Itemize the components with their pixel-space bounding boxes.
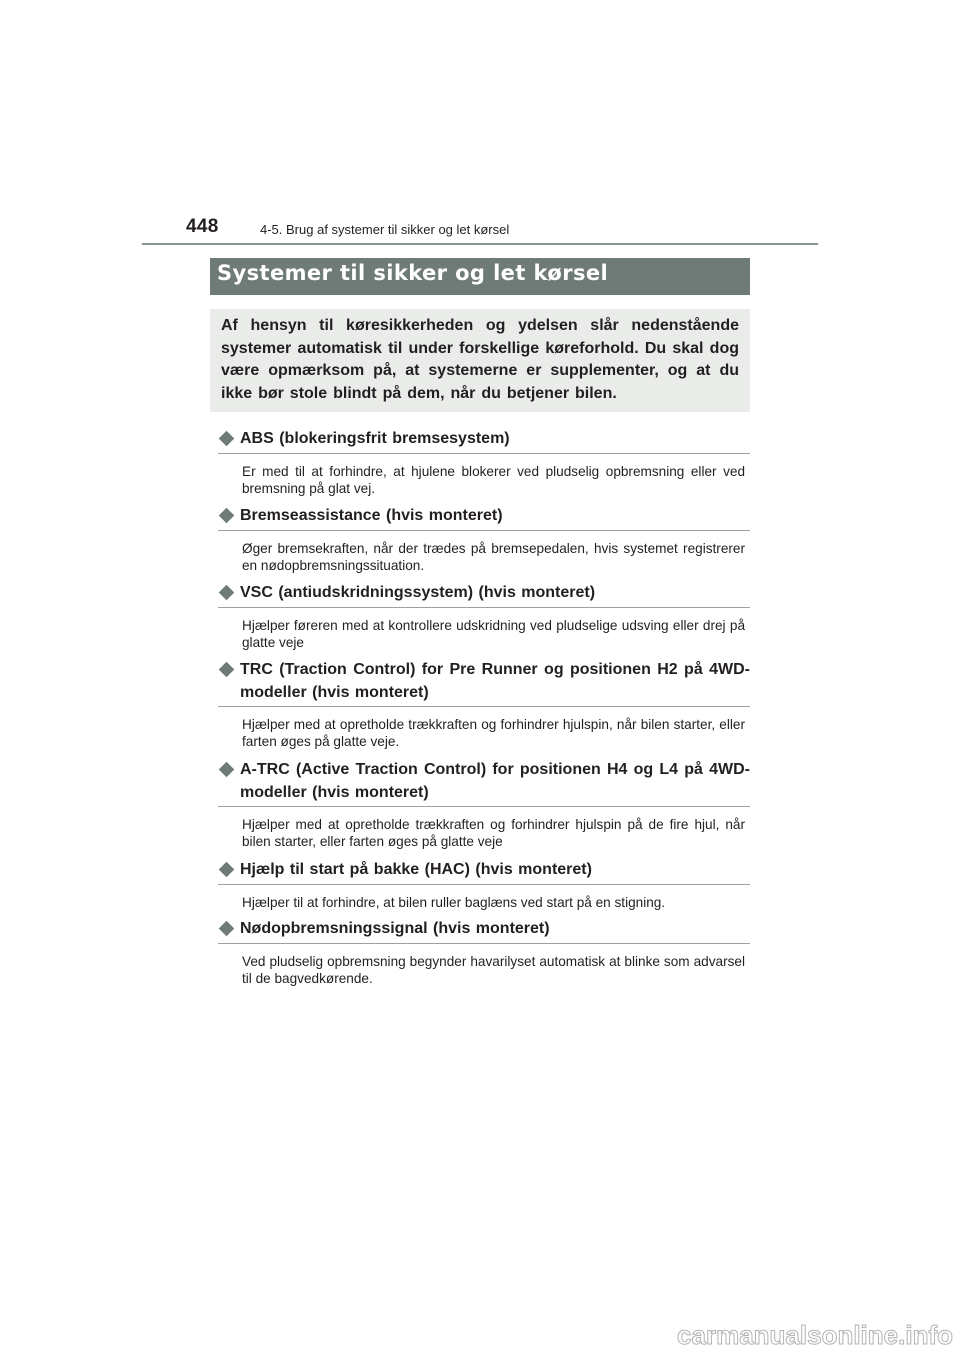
diamond-bullet-icon bbox=[219, 585, 235, 601]
section-body: Hjælper med at opretholde trækkraften og forhindrer hjulspin på de fire hjul, når bilen starter, eller farten øges på glatte veje bbox=[242, 817, 745, 849]
diamond-bullet-icon bbox=[219, 762, 235, 778]
section-heading bbox=[218, 918, 750, 944]
header-rule bbox=[142, 243, 818, 245]
section-title: Bremseassistance (hvis monteret) bbox=[240, 507, 503, 524]
diamond-bullet-icon bbox=[219, 508, 235, 524]
intro-box bbox=[210, 309, 750, 412]
section-body: Øger bremsekraften, når der trædes på bremsepedalen, hvis systemet registrerer en nødopbremsningssituation. bbox=[242, 540, 745, 573]
diamond-bullet-icon bbox=[219, 662, 235, 678]
section-heading bbox=[218, 659, 750, 707]
section-hac bbox=[218, 859, 750, 911]
running-header: 4-5. Brug af systemer til sikker og let kørsel bbox=[260, 222, 510, 237]
section-title: ABS (blokeringsfrit bremsesystem) bbox=[240, 430, 510, 447]
section-body: Ved pludselig opbremsning begynder havarilyset automatisk at blinke som advarsel til de bagvedkørende. bbox=[242, 953, 745, 986]
section-title: TRC (Traction Control) for Pre Runner og positionen H2 på 4WD-modeller (hvis monteret) bbox=[240, 661, 750, 701]
section-body: Hjælper til at forhindre, at bilen ruller baglæns ved start på en stigning. bbox=[242, 894, 666, 910]
section-title: Hjælp til start på bakke (HAC) (hvis monteret) bbox=[240, 861, 592, 878]
section-brake-assist bbox=[218, 505, 750, 574]
section-heading bbox=[218, 582, 750, 608]
page-number: 448 bbox=[186, 216, 219, 237]
section-title: A-TRC (Active Traction Control) for positionen H4 og L4 på 4WD-modeller (hvis monteret) bbox=[240, 761, 750, 801]
intro-text: Af hensyn til køresikkerheden og ydelsen slår nedenstående systemer automatisk til under forskellige køreforhold. Du skal dog være opmærksom på, at systemerne er supplementer, og at du ikke bør stole blindt på dem, når du betjener bilen. bbox=[221, 317, 739, 402]
section-heading bbox=[218, 759, 750, 807]
section-vsc bbox=[218, 582, 750, 651]
diamond-bullet-icon bbox=[219, 921, 235, 937]
watermark-text: carmanualsonline.info bbox=[677, 1320, 953, 1350]
section-trc bbox=[218, 659, 750, 750]
section-body: Hjælper med at opretholde trækkraften og forhindrer hjulspin, når bilen starter, eller farten øges på glatte veje. bbox=[242, 717, 745, 749]
diamond-bullet-icon bbox=[219, 431, 235, 447]
diamond-bullet-icon bbox=[219, 862, 235, 878]
section-abs bbox=[218, 428, 750, 497]
title-banner bbox=[210, 258, 750, 295]
section-title: VSC (antiudskridningssystem) (hvis monteret) bbox=[240, 584, 596, 601]
section-heading bbox=[218, 428, 750, 454]
section-a-trc bbox=[218, 759, 750, 850]
section-emergency-signal bbox=[218, 918, 750, 987]
section-body: Er med til at forhindre, at hjulene blokerer ved pludselig opbremsning eller ved bremsning på glat vej. bbox=[242, 463, 745, 496]
page-title: Systemer til sikker og let kørsel bbox=[217, 261, 609, 285]
watermark bbox=[625, 1314, 955, 1354]
section-title: Nødopbremsningssignal (hvis monteret) bbox=[240, 920, 550, 937]
section-body: Hjælper føreren med at kontrollere udskridning ved pludselige udsving eller drej på glatte veje bbox=[242, 617, 745, 650]
section-heading bbox=[218, 859, 750, 885]
section-heading bbox=[218, 505, 750, 531]
